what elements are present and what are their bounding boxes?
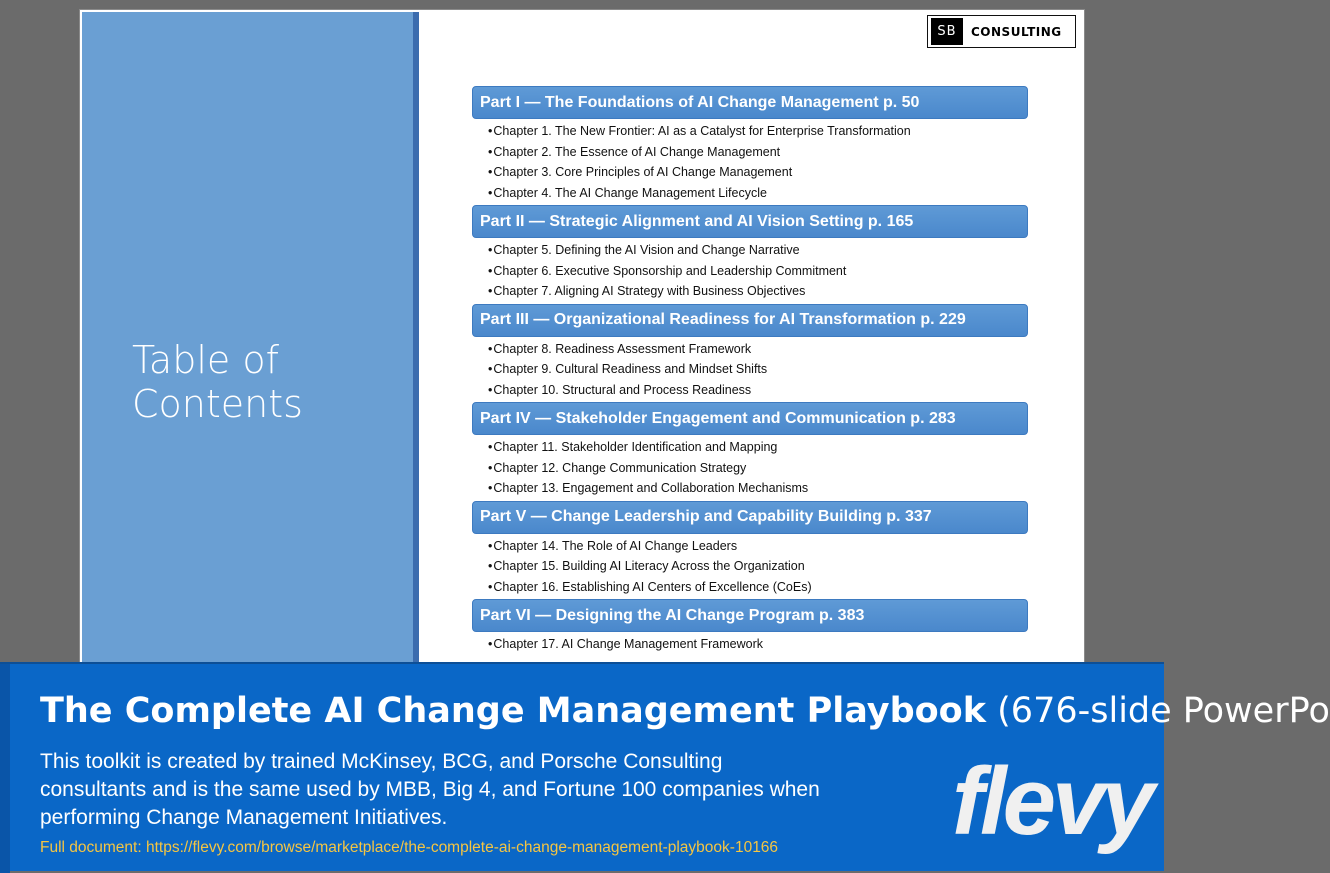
- banner-edge: [0, 664, 10, 873]
- logo-mark: SB: [931, 18, 963, 45]
- chapter-item: • Chapter 8. Readiness Assessment Framework: [488, 339, 1028, 360]
- chapter-item: • Chapter 4. The AI Change Management Lifecycle: [488, 183, 1028, 204]
- part-header: Part IV — Stakeholder Engagement and Communication p. 283: [472, 402, 1028, 435]
- chapter-item: • Chapter 3. Core Principles of AI Change Management: [488, 162, 1028, 183]
- chapter-item: • Chapter 11. Stakeholder Identification and Mapping: [488, 437, 1028, 458]
- chapter-item: • Chapter 9. Cultural Readiness and Mindset Shifts: [488, 359, 1028, 380]
- chapter-item: • Chapter 6. Executive Sponsorship and Leadership Commitment: [488, 261, 1028, 282]
- logo-text: CONSULTING: [971, 24, 1062, 39]
- full-document-link[interactable]: Full document: https://flevy.com/browse/marketplace/the-complete-ai-change-management-playbook-10166: [40, 839, 779, 856]
- promo-banner: [0, 662, 1330, 871]
- chapter-item: • Chapter 16. Establishing AI Centers of Excellence (CoEs): [488, 577, 1028, 598]
- chapter-item: • Chapter 12. Change Communication Strategy: [488, 458, 1028, 479]
- toc-part: [472, 86, 1028, 205]
- toc-title: Table of Contents: [132, 338, 303, 426]
- chapter-item: • Chapter 15. Building AI Literacy Across the Organization: [488, 556, 1028, 577]
- banner-title-suffix: (676-slide PowerPo: [986, 691, 1330, 731]
- chapter-list: [472, 435, 1028, 501]
- chapter-item: • Chapter 13. Engagement and Collaboration Mechanisms: [488, 478, 1028, 499]
- toc-part: [472, 501, 1028, 600]
- part-header: Part V — Change Leadership and Capability Building p. 337: [472, 501, 1028, 534]
- chapter-item: • Chapter 1. The New Frontier: AI as a Catalyst for Enterprise Transformation: [488, 121, 1028, 142]
- banner-description: This toolkit is created by trained McKinsey, BCG, and Porsche Consulting consultants and is the same used by MBB, Big 4, and Fortune 100 companies when performing Change Management Initiatives.: [40, 750, 820, 829]
- slide: [80, 10, 1084, 710]
- chapter-item: • Chapter 14. The Role of AI Change Leaders: [488, 536, 1028, 557]
- toc-part: [472, 402, 1028, 501]
- chapter-list: [472, 119, 1028, 205]
- toc-parts: [472, 86, 1028, 657]
- flevy-logo: flevy: [952, 748, 1151, 855]
- chapter-item: • Chapter 7. Aligning AI Strategy with Business Objectives: [488, 281, 1028, 302]
- toc-part: [472, 205, 1028, 304]
- chapter-item: • Chapter 2. The Essence of AI Change Management: [488, 142, 1028, 163]
- chapter-item: • Chapter 10. Structural and Process Readiness: [488, 380, 1028, 401]
- sb-consulting-logo: [927, 15, 1076, 48]
- slide-sidebar: [82, 12, 419, 710]
- banner-title-main: The Complete AI Change Management Playbook: [40, 691, 987, 731]
- chapter-item: • Chapter 17. AI Change Management Framework: [488, 634, 1028, 655]
- banner-title: [40, 690, 1330, 732]
- part-header: Part VI — Designing the AI Change Program p. 383: [472, 599, 1028, 632]
- part-header: Part I — The Foundations of AI Change Management p. 50: [472, 86, 1028, 119]
- toc-part: [472, 304, 1028, 403]
- toc-part: [472, 599, 1028, 657]
- part-header: Part II — Strategic Alignment and AI Vision Setting p. 165: [472, 205, 1028, 238]
- chapter-list: [472, 238, 1028, 304]
- part-header: Part III — Organizational Readiness for AI Transformation p. 229: [472, 304, 1028, 337]
- chapter-list: [472, 534, 1028, 600]
- chapter-item: • Chapter 5. Defining the AI Vision and Change Narrative: [488, 240, 1028, 261]
- chapter-list: [472, 337, 1028, 403]
- chapter-list: [472, 632, 1028, 657]
